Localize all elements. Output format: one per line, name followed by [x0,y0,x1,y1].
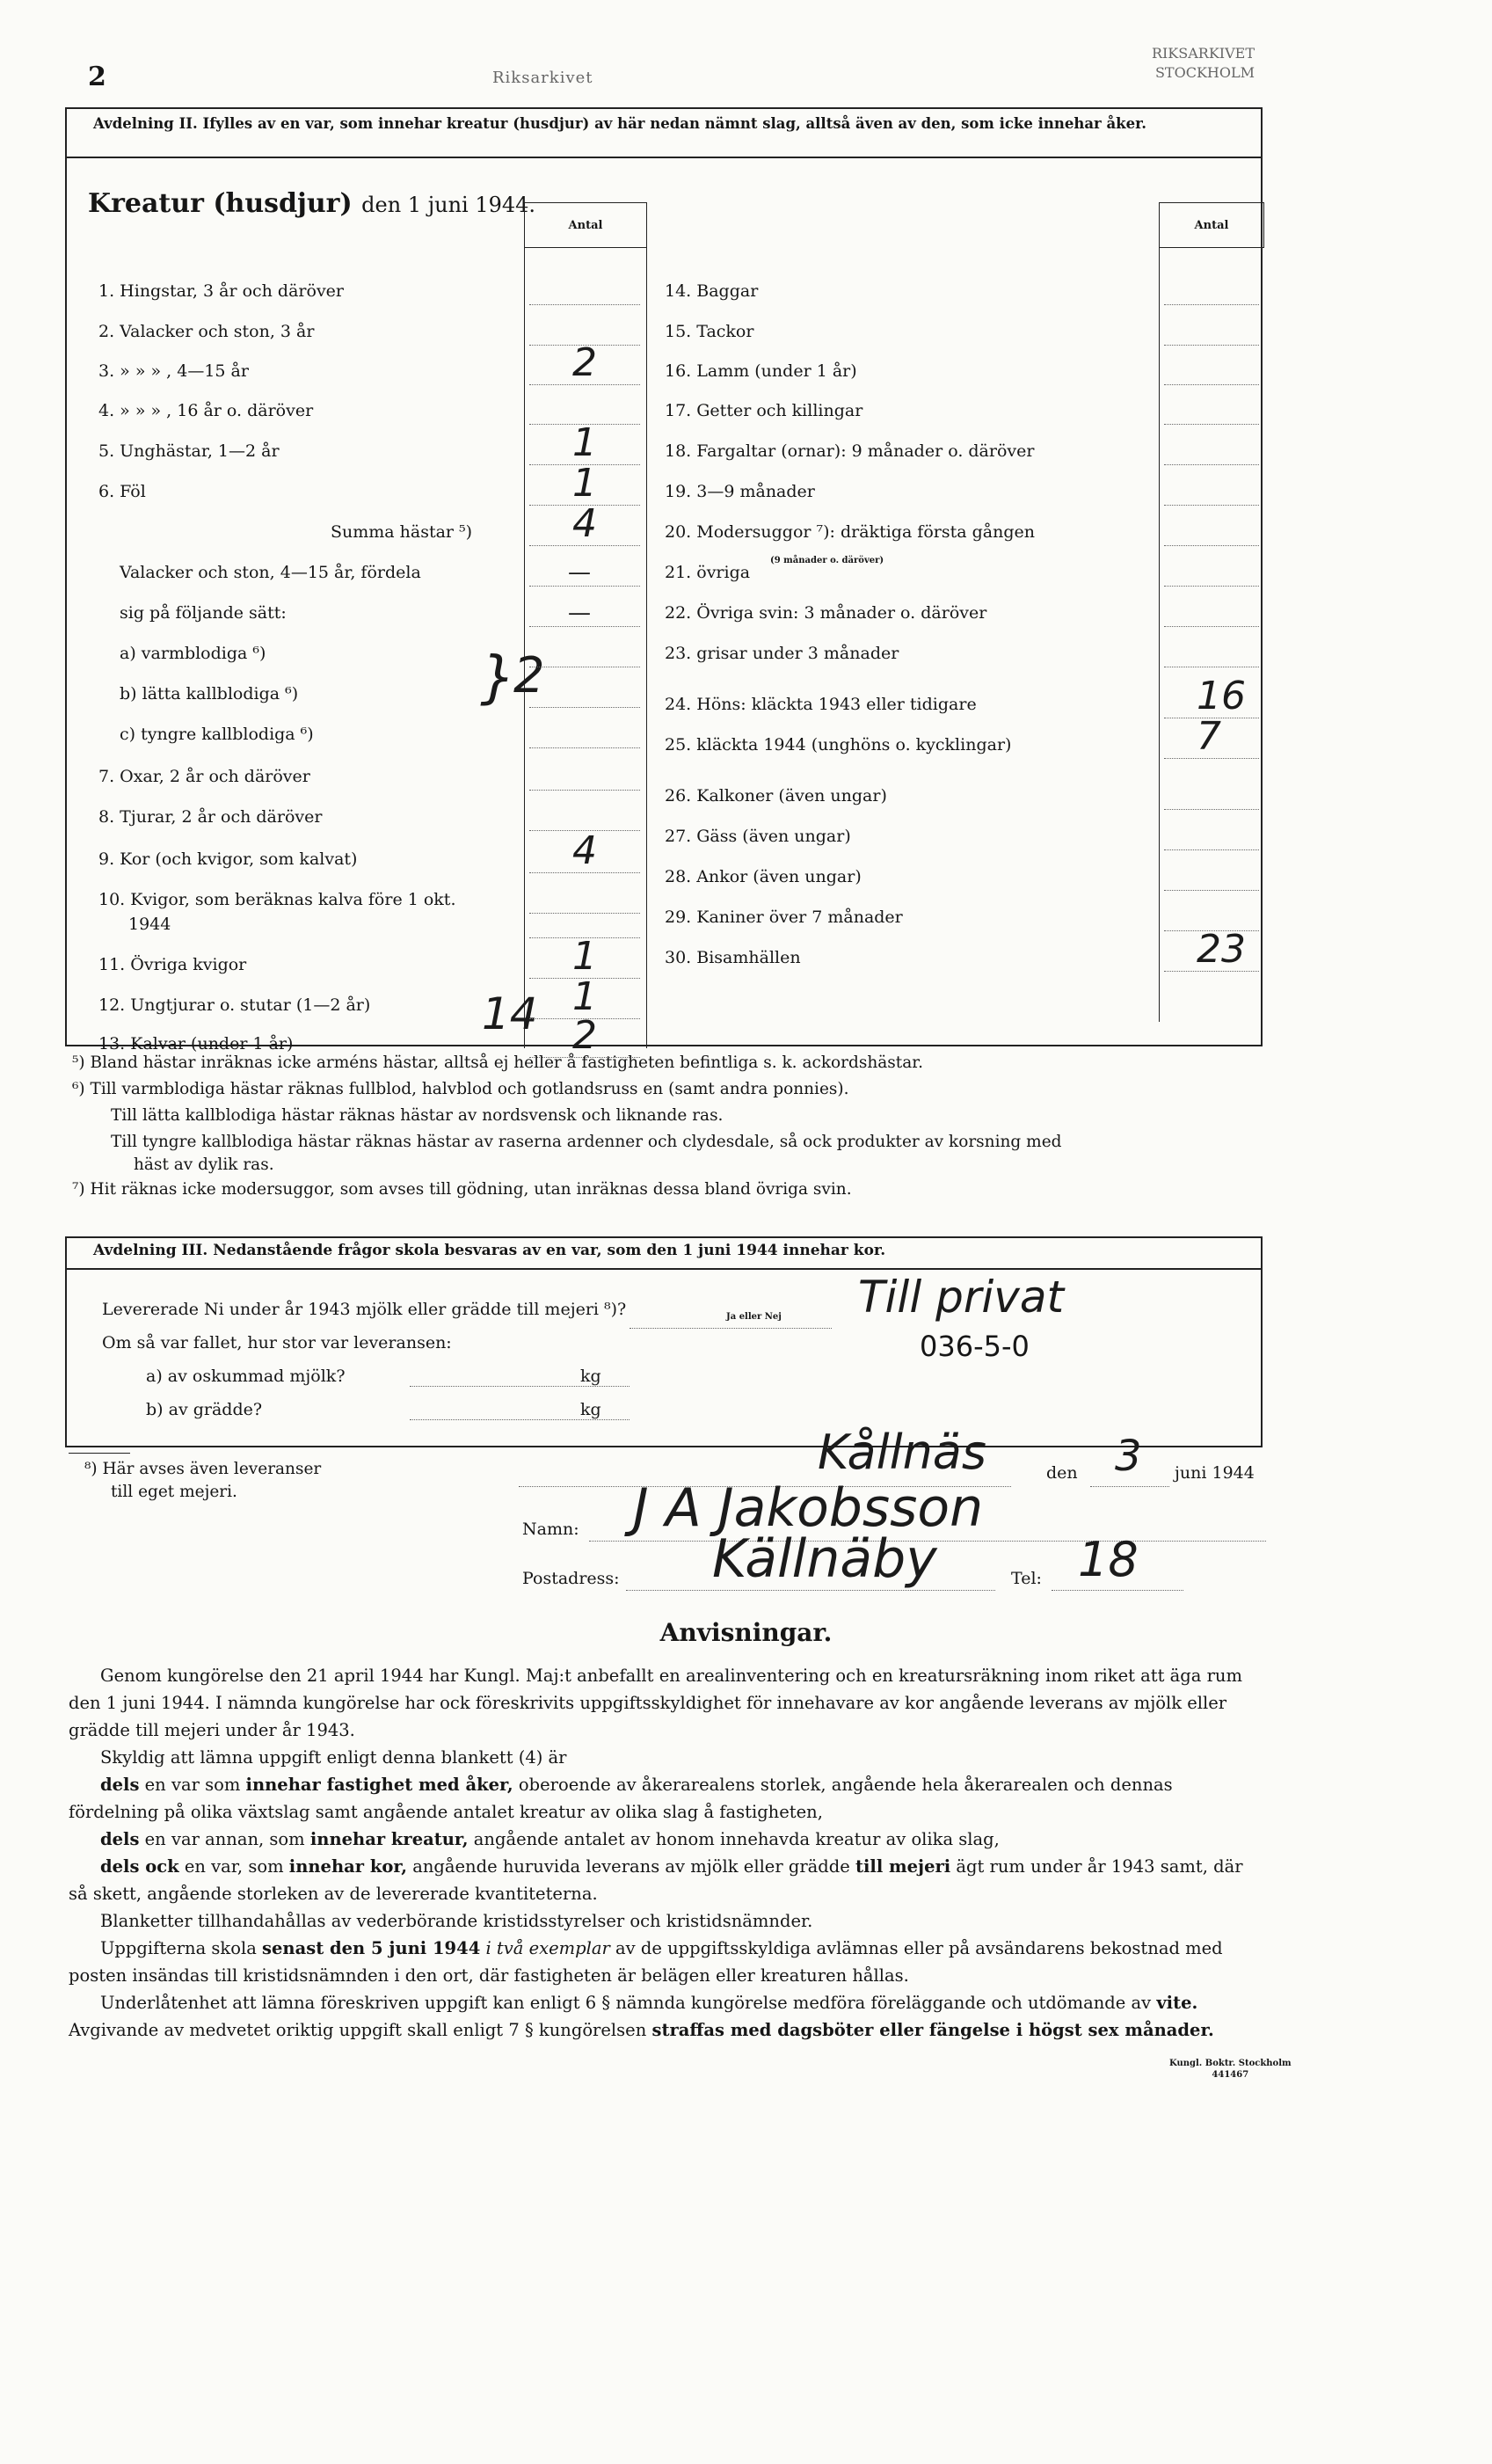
unskimmed-milk-label: a) av oskummad mjölk? [146,1367,346,1386]
left-row-label: Valacker och ston, 4—15 år, fördela [120,563,421,582]
left-row-label: 3. » » » , 4—15 år [98,361,249,381]
value-line [1164,464,1259,465]
footnote-line: Till lätta kallblodiga hästar räknas hästar av nordsvensk och liknande ras. [111,1106,724,1125]
instructions-text [69,1662,1264,2044]
left-row-label: 5. Unghästar, 1—2 år [98,441,280,461]
left-row-label: a) varmblodiga ⁶) [120,644,266,663]
value-line [1164,424,1259,425]
modersuggor-subnote: (9 månader o. däröver) [770,556,884,565]
value-line [1164,384,1259,385]
right-row-label: 29. Kaniner över 7 månader [665,908,903,927]
name-signature: J A Jakobsson [633,1477,984,1539]
left-row-label: 2. Valacker och ston, 3 år [98,322,315,341]
printer-line: 441467 [1212,2070,1249,2080]
delivery-amount-question: Om så var fallet, hur stor var leveransen: [102,1333,452,1352]
instructions-title: Anvisningar. [659,1618,833,1647]
date-label: den [1046,1463,1078,1483]
left-row-value: — [568,600,591,626]
value-line [1164,505,1259,506]
value-line [529,747,640,748]
left-row-label: 1. Hingstar, 3 år och däröver [98,281,345,301]
milk-delivery-question: Levererade Ni under år 1943 mjölk eller grädde till mejeri ⁸)? [102,1300,627,1319]
name-label: Namn: [522,1520,579,1539]
left-row-value: — [568,559,591,586]
left-row-label: sig på följande sätt: [120,603,287,623]
margin-total: 14 [482,988,538,1039]
antal-header-right: Antal [1159,202,1264,248]
address-line [626,1590,995,1591]
value-line [1164,849,1259,850]
footnote-8: ⁸) Här avses även leveranser [84,1460,322,1478]
value-line [1164,545,1259,546]
kg-unit: kg [580,1400,601,1419]
right-row-label: 21. övriga [665,563,751,582]
left-row-label: Summa hästar ⁵) [331,522,473,542]
left-row-label: 6. Föl [98,482,146,501]
footnote-line: ⁶) Till varmblodiga hästar räknas fullblod, halvblod och gotlandsruss en (samt andra ponnies). [72,1080,849,1098]
antal-header-left: Antal [524,202,647,248]
value-line [529,790,640,791]
left-row-label: 12. Ungtjurar o. stutar (1—2 år) [98,995,371,1015]
tel-handwritten: 18 [1078,1532,1139,1587]
value-line [1164,586,1259,587]
left-row-value: 1 [572,974,597,1019]
column-line [1159,248,1160,1022]
printer-line: Kungl. Boktr. Stockholm [1169,2059,1292,2068]
instructions-para: dels en var annan, som innehar kreatur, angående antalet av honom innehavda kreatur av olika slag, [100,1829,1000,1849]
footnote-rule [69,1453,130,1454]
address-label: Postadress: [522,1569,620,1588]
milk-amount-line [410,1386,630,1387]
left-row-label: 7. Oxar, 2 år och däröver [98,767,310,786]
value-line [529,626,640,627]
cream-amount-line [410,1419,630,1420]
right-row-label: 25. kläckta 1944 (unghöns o. kycklingar) [665,735,1012,755]
right-row-label: 17. Getter och killingar [665,401,863,420]
left-row-label: 11. Övriga kvigor [98,955,247,974]
right-row-label: 30. Bisamhällen [665,948,801,967]
right-row-label: 24. Höns: kläckta 1943 eller tidigare [665,695,977,714]
left-row-value: 1 [572,420,597,465]
right-row-label: 20. Modersuggor ⁷): dräktiga första gången [665,522,1035,542]
bracket-mark: } [480,645,516,711]
archive-stamp-line: RIKSARKIVET [1151,45,1255,62]
value-line [529,304,640,305]
right-row-label: 19. 3—9 månader [665,482,815,501]
right-row-label: 23. grisar under 3 månader [665,644,899,663]
address-handwritten: Källnäby [712,1528,937,1590]
left-row-value: 2 [572,1013,597,1058]
right-row-label: 27. Gäss (även ungar) [665,827,851,846]
section-2-title [88,188,535,219]
left-row-label: b) lätta kallblodiga ⁶) [120,684,299,703]
section-3-box [65,1236,1263,1447]
left-row-value: 1 [572,461,597,506]
footnote-line: häst av dylik ras. [134,1155,274,1174]
right-row-label: 22. Övriga svin: 3 månader o. däröver [665,603,987,623]
value-line [1164,809,1259,810]
answer-line [630,1328,832,1329]
printer-mark [1169,2058,1292,2081]
column-line [646,202,647,1048]
value-line [1164,304,1259,305]
place-handwritten: Kållnäs [818,1425,987,1480]
section-3-header: Avdelning III. Nedanstående frågor skola besvaras av en var, som den 1 juni 1944 innehar kor. [67,1238,1261,1270]
instructions-para: Uppgifterna skola senast den 5 juni 1944 i två exemplar av de uppgiftsskyldiga avlämnas eller på avsändarens bekostnad med posten insändas till kristidsnämnden i den ort, där fastigheten är belägen eller kreaturen hållas. [69,1938,1223,1986]
milk-delivery-answer: Till privat [858,1272,1065,1323]
tel-label: Tel: [1011,1569,1042,1588]
instructions-para: Genom kungörelse den 21 april 1944 har Kungl. Maj:t anbefallt en arealinventering och en kreatursräkning inom riket att äga rum den 1 juni 1944. I nämnda kungörelse har ock föreskrivits uppgiftsskyldighet för innehavare av kor angående leverans av mjölk eller grädde till mejeri under år 1943. [69,1666,1242,1740]
right-row-value: 23 [1197,927,1246,972]
archive-stamp-right [1152,44,1255,83]
value-line [529,913,640,914]
instructions-para: Skyldig att lämna uppgift enligt denna blankett (4) är [100,1747,567,1768]
value-line [1164,890,1259,891]
left-row-label: 4. » » » , 16 år o. däröver [98,401,314,420]
instructions-para: dels ock en var, som innehar kor, angående huruvida leverans av mjölk eller grädde till mejeri ägt rum under år 1943 samt, där så skett, angående storleken av de levererade kvantiteterna. [69,1856,1243,1904]
instructions-para: Blanketter tillhandahållas av vederbörande kristidsstyrelser och kristidsnämnder. [100,1911,813,1931]
footnote-8-cont: till eget mejeri. [111,1483,237,1501]
cream-label: b) av grädde? [146,1400,263,1419]
value-line [529,707,640,708]
tel-line [1052,1590,1183,1591]
footnote-line: ⁷) Hit räknas icke modersuggor, som avses till gödning, utan inräknas dessa bland övriga svin. [72,1180,852,1199]
right-row-label: 14. Baggar [665,281,759,301]
right-row-label: 16. Lamm (under 1 år) [665,361,857,381]
month-year: juni 1944 [1175,1463,1255,1483]
right-row-label: 28. Ankor (även ungar) [665,867,862,886]
left-row-label: 8. Tjurar, 2 år och däröver [98,807,323,827]
left-row-label: 13. Kalvar (under 1 år) [98,1034,294,1053]
handwritten-code: 036-5-0 [920,1330,1030,1363]
left-row-value: 1 [572,934,597,979]
archive-stamp-line: STOCKHOLM [1154,64,1255,81]
archive-stamp: Riksarkivet [492,69,593,87]
right-row-value: 7 [1197,714,1221,759]
footnote-line: ⁵) Bland hästar inräknas icke arméns hästar, alltså ej heller å fastigheten befintliga s. k. ackordshästar. [72,1053,923,1072]
value-line [1164,626,1259,627]
value-line [529,586,640,587]
left-row-value: 4 [572,501,597,546]
title-date: den 1 juni 1944. [361,193,536,217]
bracket-value: 2 [513,647,545,704]
instructions-para: dels en var som innehar fastighet med åker, oberoende av åkerarealens storlek, angående hela åkerarealen och dennas fördelning på olika växtslag samt angående antalet kreatur av olika slag å fastigheten, [69,1775,1173,1822]
right-row-label: 26. Kalkoner (även ungar) [665,786,887,806]
left-row-label: 9. Kor (och kvigor, som kalvat) [98,849,358,869]
day-line [1090,1486,1169,1487]
value-line [1164,345,1259,346]
section-2-header: Avdelning II. Ifylles av en var, som innehar kreatur (husdjur) av här nedan nämnt slag, alltså även av den, som icke innehar åker. [67,109,1261,158]
page-number: 2 [88,62,106,92]
left-row-value: 2 [572,340,597,385]
left-row-label: 1944 [128,915,171,934]
left-row-label: 10. Kvigor, som beräknas kalva före 1 okt. [98,890,456,909]
title-text: Kreatur (husdjur) [88,188,353,219]
yes-no-options: Ja eller Nej [726,1312,782,1322]
kg-unit: kg [580,1367,601,1386]
day-handwritten: 3 [1115,1432,1142,1481]
section-2-box [65,107,1263,1058]
footnote-line: Till tyngre kallblodiga hästar räknas hästar av raserna ardenner och clydesdale, så ock produkter av korsning med [111,1133,1062,1151]
instructions-para: Underlåtenhet att lämna föreskriven uppgift kan enligt 6 § nämnda kungörelse medföra föreläggande och utdömande av vite. Avgivande av medvetet oriktig uppgift skall enligt 7 § kungörelsen straffas med dagsböter eller fängelse i högst sex månader. [69,1993,1214,2040]
left-row-value: 4 [572,828,597,873]
right-row-value: 16 [1197,674,1246,718]
left-row-label: c) tyngre kallblodiga ⁶) [120,725,314,744]
right-row-label: 18. Fargaltar (ornar): 9 månader o. däröver [665,441,1035,461]
right-row-label: 15. Tackor [665,322,754,341]
